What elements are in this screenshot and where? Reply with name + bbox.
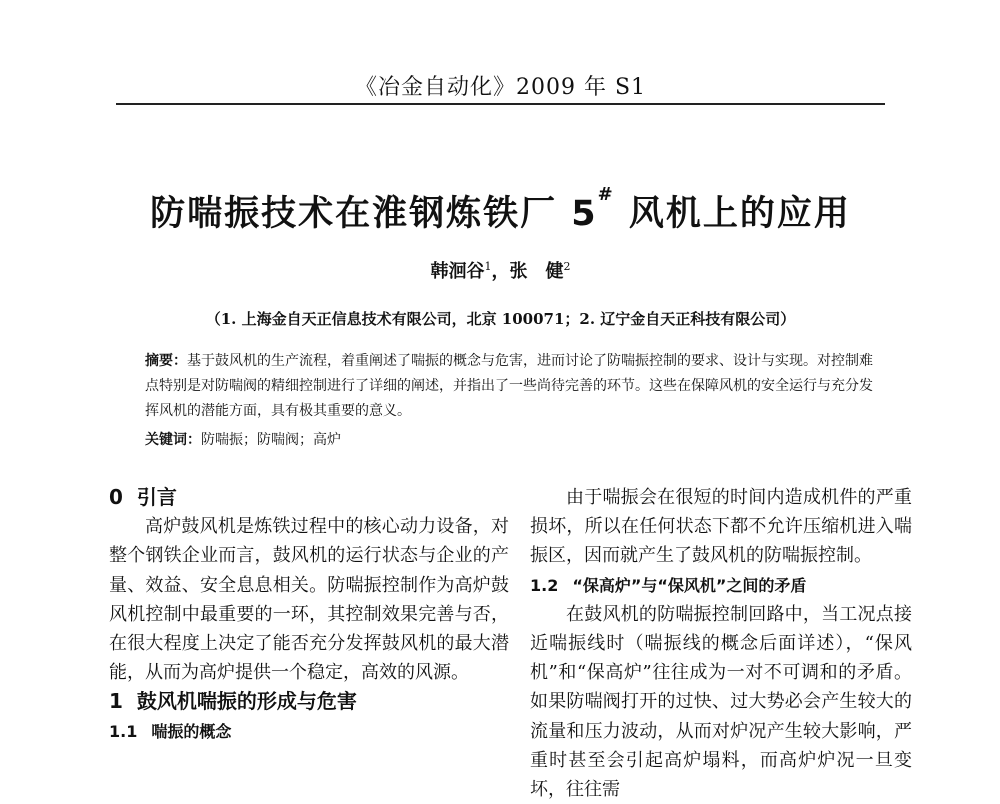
abstract bbox=[145, 349, 880, 424]
abstract-text: 基于鼓风机的生产流程，着重阐述了喘振的概念与危害，进而讨论了防喘振控制的要求、设计与实现。对控制难点特别是对防喘阀的精细控制进行了详细的阐述，并指出了一些尚待完善的环节。这些在保障风机的安全运行与充分发挥风机的潜能方面，具有极其重要的意义。 bbox=[145, 353, 873, 419]
keywords-text: 防喘振；防喘阀；高炉 bbox=[201, 432, 341, 448]
section-0-heading bbox=[109, 483, 509, 512]
keywords bbox=[145, 430, 880, 450]
abstract-label: 摘要： bbox=[145, 353, 187, 369]
section-1-heading bbox=[109, 687, 509, 716]
subsection-1-1-heading bbox=[109, 717, 509, 746]
title-superscript: # bbox=[597, 184, 615, 205]
section-0-number: 0 bbox=[109, 485, 123, 509]
right-paragraph-2: 在鼓风机的防喘振控制回路中，当工况点接近喘振线时（喘振线的概念后面详述），“保风机”和“保高炉”往往成为一对不可调和的矛盾。如果防喘阀打开的过快、过大势必会产生较大的流量和压力波动，从而对炉况产生较大影响，严重时甚至会引起高炉塌料，而高炉炉况一旦变坏，往往需 bbox=[530, 603, 912, 801]
section-0-title: 引言 bbox=[136, 485, 177, 509]
paper-title bbox=[116, 186, 885, 236]
section-1-number: 1 bbox=[109, 689, 123, 714]
title-end: 风机上的应用 bbox=[614, 194, 851, 234]
subsection-1-2-heading bbox=[530, 571, 912, 600]
keywords-label: 关键词： bbox=[145, 432, 201, 448]
affiliations: （1. 上海金自天正信息技术有限公司，北京 100071；2. 辽宁金自天正科技有限公司） bbox=[205, 310, 796, 328]
authors bbox=[116, 257, 885, 283]
running-header: 《冶金自动化》2009 年 S1 bbox=[354, 75, 647, 100]
right-paragraph-1: 由于喘振会在很短的时间内造成机件的严重损坏，所以在任何状态下都不允许压缩机进入喘振区，因而就产生了鼓风机的防喘振控制。 bbox=[530, 487, 912, 567]
right-column bbox=[530, 483, 912, 804]
subsection-1-2-title: “保高炉”与“保风机”之间的矛盾 bbox=[572, 575, 807, 595]
subsection-1-1-number: 1.1 bbox=[109, 721, 138, 741]
author-2: ，张 健 bbox=[491, 261, 564, 282]
subsection-1-2-number: 1.2 bbox=[530, 575, 559, 595]
header-rule bbox=[116, 103, 885, 105]
title-main: 防喘振技术在淮钢炼铁厂 5 bbox=[150, 194, 598, 234]
author-2-affil-mark: 2 bbox=[563, 260, 571, 273]
author-1: 韩洄谷 bbox=[430, 261, 485, 282]
author-1-affil-mark: 1 bbox=[484, 260, 492, 273]
section-1-title: 鼓风机喘振的形成与危害 bbox=[136, 689, 357, 714]
section-0-paragraph: 高炉鼓风机是炼铁过程中的核心动力设备，对整个钢铁企业而言，鼓风机的运行状态与企业的产量、效益、安全息息相关。防喘振控制作为高炉鼓风机控制中最重要的一环，其控制效果完善与否，在很大程度上决定了能否充分发挥鼓风机的最大潜能，从而为高炉提供一个稳定，高效的风源。 bbox=[109, 516, 509, 684]
left-column bbox=[109, 483, 509, 746]
subsection-1-1-title: 喘振的概念 bbox=[151, 721, 232, 741]
